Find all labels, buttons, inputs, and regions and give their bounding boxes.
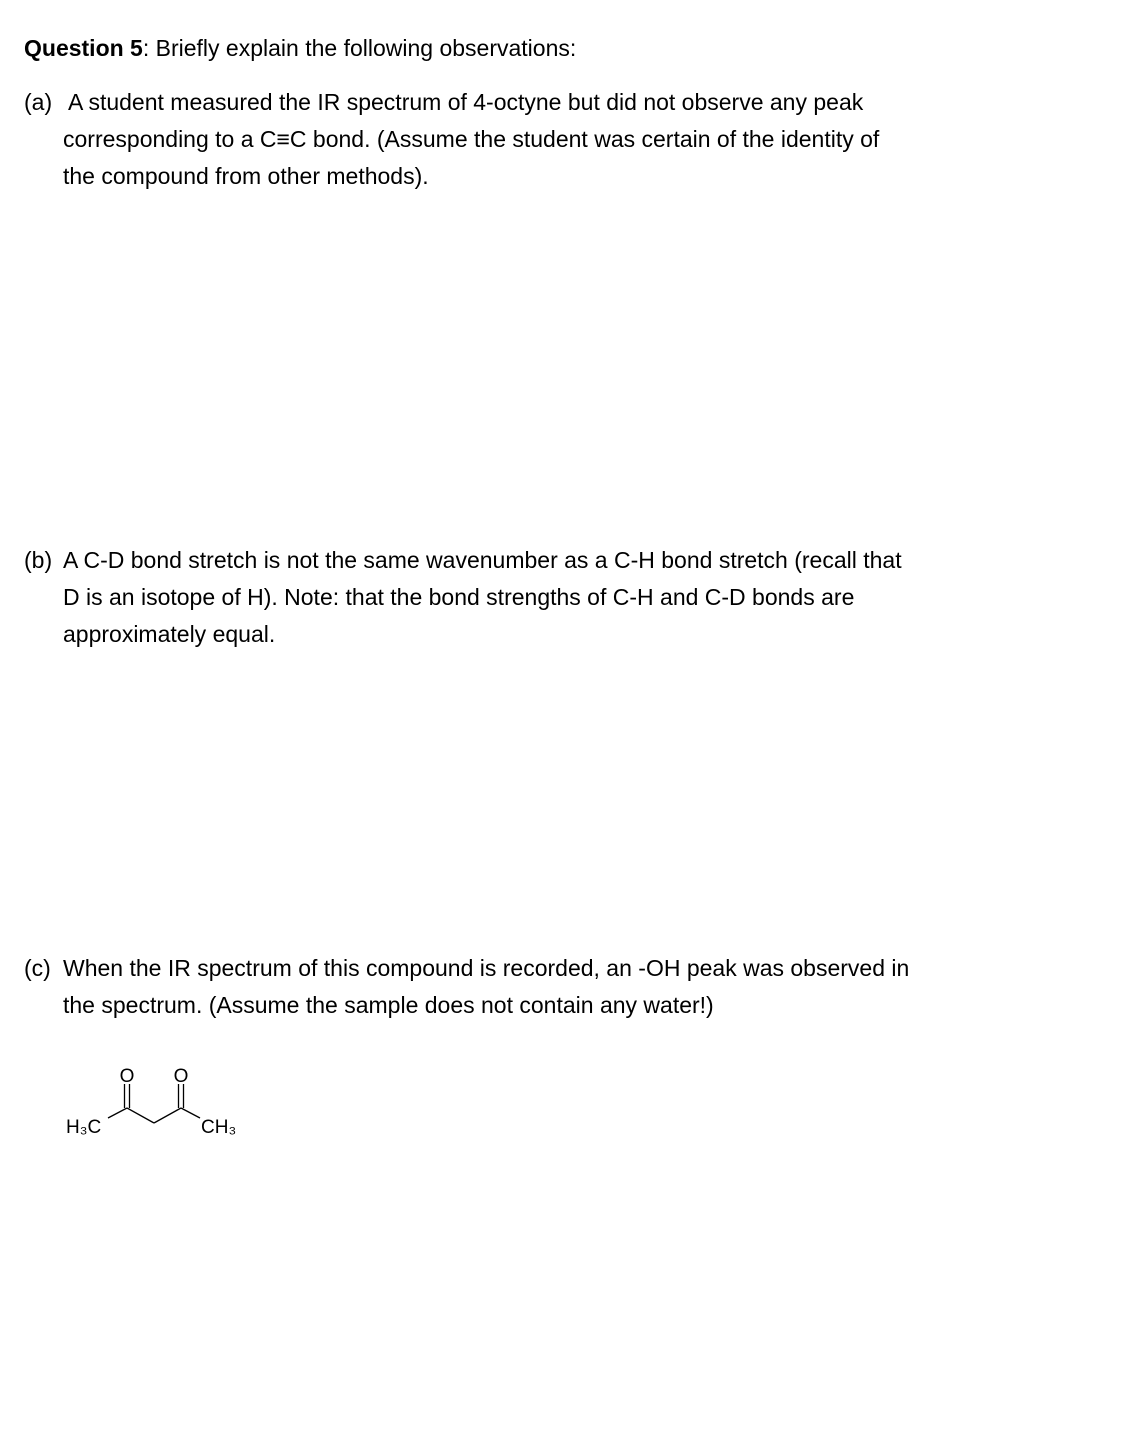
oxygen-left-label: O <box>119 1066 135 1087</box>
part-b-line-3: approximately equal. <box>63 621 276 647</box>
question-title <box>24 32 576 64</box>
part-a-line-2: corresponding to a C≡C bond. (Assume the student was certain of the identity of <box>63 126 880 152</box>
oxygen-right-label: O <box>173 1066 189 1087</box>
methyl-left-label: H₃C <box>66 1117 102 1138</box>
bond-c3-c4 <box>154 1108 181 1123</box>
part-c-label: (c) <box>24 955 51 981</box>
bond-ch3-c2 <box>108 1108 127 1118</box>
part-a-line-3: the compound from other methods). <box>63 163 429 189</box>
part-a-label: (a) <box>24 89 53 115</box>
acetylacetone-structure <box>60 1060 260 1150</box>
part-b-line-2: D is an isotope of H). Note: that the bond strengths of C-H and C-D bonds are <box>63 584 855 610</box>
bond-c4-ch3 <box>181 1108 200 1118</box>
part-a <box>24 84 1104 195</box>
question-number: Question 5 <box>24 35 143 61</box>
methyl-right-label: CH₃ <box>201 1117 237 1138</box>
part-a-line-1: A student measured the IR spectrum of 4-octyne but did not observe any peak <box>68 89 864 115</box>
part-c <box>24 950 1104 1024</box>
part-c-line-2: the spectrum. (Assume the sample does not contain any water!) <box>63 992 714 1018</box>
part-b-line-1: A C-D bond stretch is not the same wavenumber as a C-H bond stretch (recall that <box>63 547 902 573</box>
part-c-line-1: When the IR spectrum of this compound is recorded, an -OH peak was observed in <box>63 955 910 981</box>
part-b-label: (b) <box>24 547 53 573</box>
bond-c2-c3 <box>127 1108 154 1123</box>
question-prompt: : Briefly explain the following observations: <box>142 35 577 61</box>
part-b <box>24 542 1104 653</box>
